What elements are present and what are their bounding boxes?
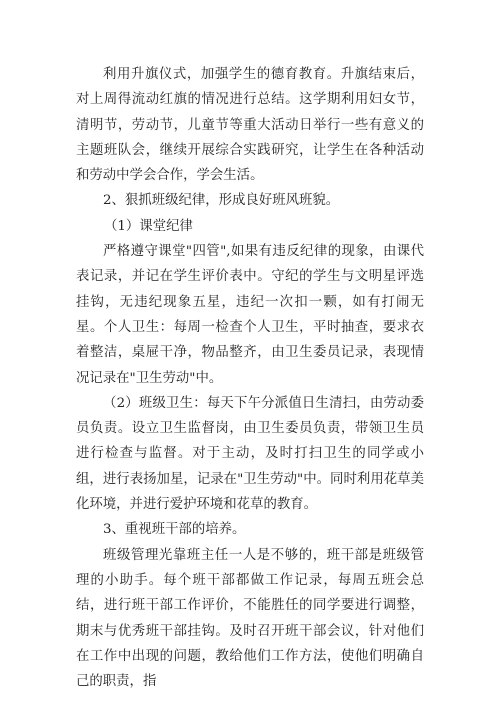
paragraph-classroom-rules: 严格遵守课堂"四管",如果有违反纪律的现象，由课代表记录，并记在学生评价表中。守纪的学生与文明星评选挂钩，无违纪现象五星，违纪一次扣一颗，如有打闹无星。个人卫生：每周一检查个人卫生，平时抽查，要求衣着整洁，桌屉干净，物品整齐，由卫生委员记录，表现情况记录在"卫生劳动"中。	[76, 244, 424, 386]
heading-classroom-discipline: （1）课堂纪律	[104, 218, 193, 234]
paragraph-class-hygiene: （2）班级卫生：每天下午分派值日生清扫，由劳动委员负责。设立卫生监督岗，由卫生委员负责，带领卫生员进行检查与监督。对于主动，及时打扫卫生的同学或小组，进行表扬加星，记录在"卫生劳动"中。同时利用花草美化环境，并进行爱护环境和花草的教育。	[76, 395, 424, 513]
heading-class-discipline: 2、狠抓班级纪律，形成良好班风班貌。	[103, 193, 340, 209]
paragraph-flag-ceremony: 利用升旗仪式，加强学生的德育教育。升旗结束后，对上周得流动红旗的情况进行总结。这学期利用妇女节，清明节，劳动节，儿童节等重大活动日举行一些有意义的主题班队会，继续开展综合实践研究，让学生在各种活动和劳动中学会合作，学会生活。	[76, 67, 424, 184]
paragraph-class-cadres: 班级管理光靠班主任一人是不够的，班干部是班级管理的小助手。每个班干部都做工作记录，每周五班会总结，进行班干部工作评价，不能胜任的同学要进行调整，期末与优秀班干部挂钩。及时召开班干部会议，针对他们在工作中出现的问题，教给他们工作方法，使他们明确自己的职责，指	[76, 547, 424, 690]
heading-class-cadres: 3、重视班干部的培养。	[103, 522, 246, 538]
